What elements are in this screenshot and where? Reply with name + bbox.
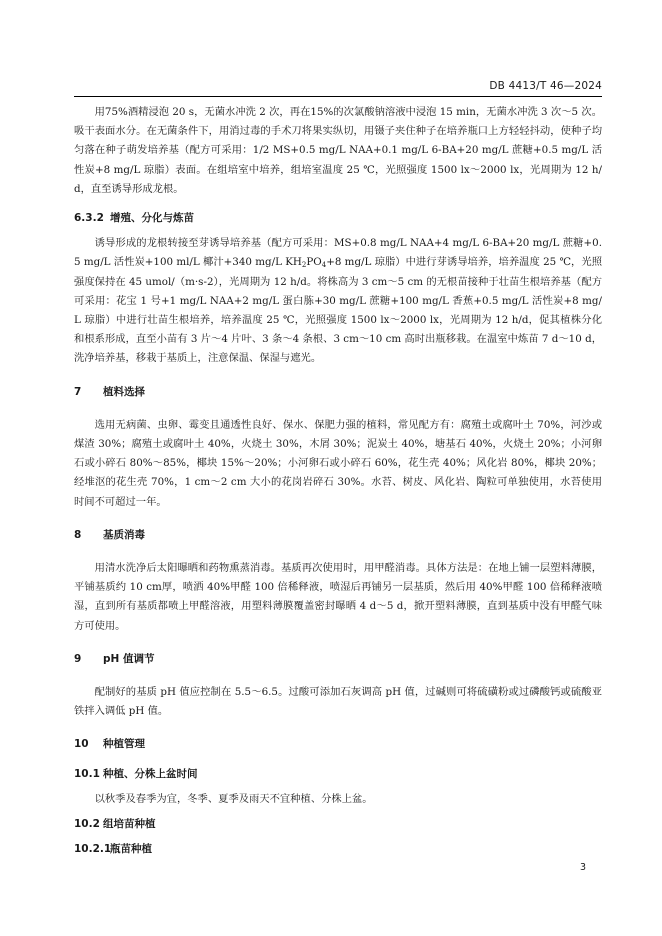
section-heading-7: [74, 383, 602, 402]
section-heading-10-2: [74, 815, 602, 834]
section-number: 10.2: [74, 818, 100, 831]
section-heading-8: [74, 526, 602, 545]
section-number: 7: [74, 385, 82, 398]
section-heading-10-1: [74, 765, 602, 784]
section-heading-9: [74, 650, 602, 669]
section-title: 植料选择: [103, 385, 145, 398]
section-title: 种植、分株上盆时间: [103, 767, 198, 780]
paragraph-seed-sterilization: 用75%酒精浸泡 20 s，无菌水冲洗 2 次，再在15%的次氯酸钠溶液中浸泡 15 min，无菌水冲洗 3 次～5 次。吸干表面水分。在无菌条件下，用消过毒的手术刀将果实纵切，用镊子夹住种子在培养瓶口上方轻轻抖动，使种子均匀落在种子萌发培养基（配方可采用：1/2 MS+0.5 mg/L NAA+0.1 mg/L 6-BA+20 mg/L 蔗糖+0.5 mg/L 活性炭+8 mg/L 琼脂）表面。在组培室中培养，组培室温度 25 ℃，光照强度 1500 lx～2000 lx，光周期为 12 h/d，直至诱导形成龙根。: [74, 106, 602, 195]
section-number: 8: [74, 528, 82, 541]
section-title: 瓶苗种植: [110, 843, 152, 856]
section-number: 10.2.1: [74, 843, 112, 856]
header-rule: [74, 96, 602, 97]
section-heading-10: [74, 735, 602, 754]
page-number: 3: [579, 862, 586, 873]
section-title: 种植管理: [103, 738, 145, 751]
paragraph-ph-adjustment: 配制好的基质 pH 值应控制在 5.5～6.5。过酸可添加石灰调高 pH 值，过碱则可将硫磺粉或过磷酸钙或硫酸亚铁拌入调低 pH 值。: [74, 686, 602, 718]
section-number: 9: [74, 652, 82, 665]
paragraph-proliferation: 诱导形成的龙根转接至芽诱导培养基（配方可采用：MS+0.8 mg/L NAA+4 mg/L 6-BA+20 mg/L 蔗糖+0.5 mg/L 活性炭+100 ml/L 椰汁+340 mg/L $KH_2PO_4+8$ mg/L 琼脂）中进行芽诱导培养，培养温度 25 ℃，光照强度保持在 45 umol/（m·s-2），光周期为 12 h/d。将株高为 3 cm～5 cm 的无根苗接种于壮苗生根培养基（配方可采用：花宝 1 号+1 mg/L NAA+2 mg/L 蛋白胨+30 mg/L 蔗糖+100 mg/L 香蕉+0.5 mg/L 活性炭+8 mg/L 琼脂）中进行壮苗生根培养，培养温度 25 ℃，光照强度 1500 lx～2000 lx，光周期为 12 h/d，促其植株分化和根系形成，直至小苗有 3 片～4 片叶、3 条～4 条根、3 cm～10 cm 高时出瓶移栽。在温室中炼苗 7 d～10 d，洗净培养基，移栽于基质上，注意保温、保湿与遮光。: [74, 237, 602, 365]
document-body: [74, 103, 602, 860]
document-id: DB 4413/T 46—2024: [489, 80, 602, 92]
paragraph-substrate-selection: 选用无病菌、虫卵、霉变且通透性良好、保水、保肥力强的植料，常见配方有：腐殖土或腐叶土 70%，河沙或煤渣 30%；腐殖土或腐叶土 40%，火烧土 30%，木屑 30%；泥炭土 40%，塘基石 40%，火烧土 20%；小河卵石或小碎石 80%～85%，椰块 15%～20%；小河卵石或小碎石 60%，花生壳 40%；风化岩 80%，椰块 20%；经堆沤的花生壳 70%，1 cm～2 cm 大小的花岗岩碎石 30%。水苔、树皮、风化岩、陶粒可单独使用，水苔使用时间不可超过一年。: [74, 418, 602, 508]
section-title: 基质消毒: [103, 528, 145, 541]
section-title: pH 值调节: [103, 652, 155, 665]
paragraph-substrate-disinfection: 用清水洗净后太阳曝晒和药物熏蒸消毒。基质再次使用时，用甲醛消毒。具体方法是：在地上铺一层塑料薄膜，平铺基质约 10 cm厚，喷洒 40%甲醛 100 倍稀释液，喷湿后再铺另一层基质，然后用 40%甲醛 100 倍稀释液喷湿，直到所有基质都喷上甲醛溶液，用塑料薄膜覆盖密封曝晒 4 d～5 d，掀开塑料薄膜，直到基质中没有甲醛气味方可使用。: [74, 562, 602, 632]
section-number: 6.3.2: [74, 212, 104, 225]
section-heading-6-3-2: [74, 209, 602, 228]
section-number: 10: [74, 738, 89, 751]
section-number: 10.1: [74, 767, 100, 780]
section-title: 增殖、分化与炼苗: [110, 212, 194, 225]
paragraph-planting-time: 以秋季及春季为宜，冬季、夏季及雨天不宜种植、分株上盆。: [94, 792, 373, 805]
section-heading-10-2-1: [74, 840, 602, 859]
section-title: 组培苗种植: [103, 818, 156, 831]
